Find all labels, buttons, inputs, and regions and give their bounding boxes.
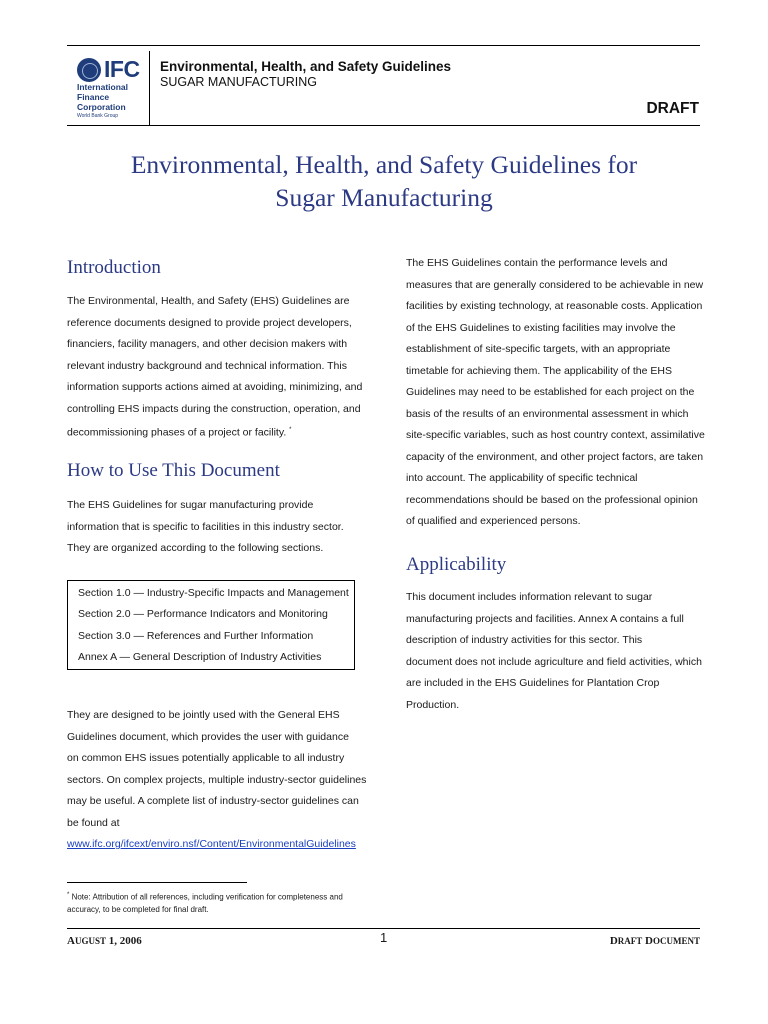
header-title: Environmental, Health, and Safety Guidelines: [160, 59, 452, 74]
footnote-mark: *: [67, 892, 70, 898]
page-number: 1: [380, 930, 388, 945]
footer-date: [67, 935, 142, 947]
footnote-reference: *: [289, 427, 292, 433]
footer-date-rest: UGUST: [74, 936, 106, 946]
footer-date-tail: 1, 2006: [108, 935, 142, 947]
section-item: Section 1.0 — Industry-Specific Impacts and Management: [78, 587, 349, 599]
text-line: document does not include agriculture and field activities, which: [406, 655, 702, 668]
text-line: The EHS Guidelines for sugar manufacturing provide: [67, 499, 314, 511]
text-line-content: decommissioning phases of a project or facility.: [67, 426, 287, 439]
text-line: financiers, facility managers, and other decision makers with: [67, 338, 348, 350]
text-line: controlling EHS impacts during the construction, operation, and: [67, 402, 361, 415]
performance-levels-paragraph: [406, 253, 706, 533]
header-subtitle: SUGAR MANUFACTURING: [160, 75, 317, 89]
text-line: are included in the EHS Guidelines for Plantation Crop: [406, 677, 660, 689]
text-line: They are organized according to the following sections.: [67, 542, 324, 554]
logo-line-1: International: [77, 82, 129, 92]
footnote-separator: [67, 882, 247, 883]
logo-tagline: World Bank Group: [77, 113, 119, 119]
header-divider: [149, 51, 150, 125]
globe-icon: [77, 58, 101, 82]
footer-doc-initial-2: D: [645, 935, 653, 947]
footer-doc-rest-2: OCUMENT: [653, 936, 700, 946]
text-line: [67, 420, 367, 444]
applicability-heading: Applicability: [406, 554, 507, 575]
logo-wordmark: IFC: [104, 56, 140, 82]
footer-doc-initial-1: D: [609, 935, 618, 947]
introduction-heading: Introduction: [67, 257, 161, 278]
text-line: reference documents designed to provide project developers,: [67, 316, 352, 329]
text-line: of the EHS Guidelines to existing facilities may involve the: [406, 321, 676, 334]
applicability-paragraph: [406, 587, 706, 716]
section-item: Annex A — General Description of Industry Activities: [78, 651, 322, 663]
text-line: relevant industry background and technical information. This: [67, 359, 347, 372]
text-line: manufacturing projects and facilities. Annex A contains a full: [406, 612, 684, 625]
text-line: basis of the results of an environmental assessment in which: [406, 407, 689, 420]
text-line: establishment of site-specific targets, with an appropriate: [406, 343, 671, 355]
text-line: description of industry activities for this sector. This: [406, 634, 643, 646]
text-line: site-specific variables, such as host country context, assimilative: [406, 429, 705, 441]
text-line: The EHS Guidelines contain the performance levels and: [406, 257, 668, 269]
guidelines-usage-paragraph: [67, 705, 367, 856]
text-line: This document includes information relevant to sugar: [406, 591, 653, 603]
footer-rule: [67, 928, 700, 929]
text-line: timetable for achieving them. The applicability of the EHS: [406, 364, 672, 377]
text-line: facilities by existing technology, at reasonable costs. Application: [406, 300, 703, 312]
text-line: Guidelines may need to be established for each project on the: [406, 386, 695, 398]
footer-doc-label: [610, 935, 700, 947]
footer-doc-rest-1: RAFT: [617, 936, 643, 946]
footnote: [67, 889, 367, 916]
header-bottom-rule: [67, 125, 700, 126]
text-line: Guidelines document, which provides the user with guidance: [67, 730, 349, 743]
text-line: information supports actions aimed at avoiding, minimizing, and: [67, 381, 363, 393]
text-line: Production.: [406, 698, 460, 711]
how-to-use-heading: How to Use This Document: [67, 460, 280, 481]
sections-box: [67, 580, 355, 670]
how-to-use-paragraph: [67, 495, 367, 560]
text-line: recommendations should be based on the professional opinion: [406, 493, 698, 506]
text-line: They are designed to be jointly used with the General EHS: [67, 709, 340, 721]
text-line: capacity of the environment, and other project factors, are taken: [406, 450, 704, 463]
header-top-rule: [67, 45, 700, 46]
document-title-line-2: Sugar Manufacturing: [275, 183, 493, 212]
document-title: [60, 148, 708, 214]
text-line: on common EHS issues potentially applicable to all industry: [67, 752, 345, 764]
text-line: be found at: [67, 816, 120, 829]
environmental-guidelines-link[interactable]: www.ifc.org/ifcext/enviro.nsf/Content/EnvironmentalGuidelines: [67, 838, 356, 850]
introduction-paragraph: [67, 291, 367, 444]
section-item: Section 2.0 — Performance Indicators and Monitoring: [78, 608, 328, 620]
section-item: Section 3.0 — References and Further Information: [78, 630, 314, 642]
text-line: information that is specific to facilities in this industry sector.: [67, 520, 344, 533]
text-line: of qualified and experienced persons.: [406, 515, 581, 527]
document-title-line-1: Environmental, Health, and Safety Guidelines for: [130, 150, 638, 179]
text-line: sectors. On complex projects, multiple industry-sector guidelines: [67, 773, 367, 786]
text-line: may be useful. A complete list of industry-sector guidelines can: [67, 795, 359, 807]
draft-label: DRAFT: [646, 100, 699, 117]
footnote-text: Note: Attribution of all references, including verification for completeness and accuracy, to be completed for final draft.: [67, 892, 343, 914]
footer-date-initial: A: [67, 935, 75, 947]
text-line: measures that are generally considered to be achievable in new: [406, 278, 704, 291]
text-line: into account. The applicability of specific technical: [406, 472, 638, 484]
text-line: The Environmental, Health, and Safety (EHS) Guidelines are: [67, 295, 350, 307]
logo-line-3: Corporation: [77, 102, 126, 112]
logo-line-2: Finance: [77, 92, 110, 102]
ifc-logo: [77, 58, 147, 120]
